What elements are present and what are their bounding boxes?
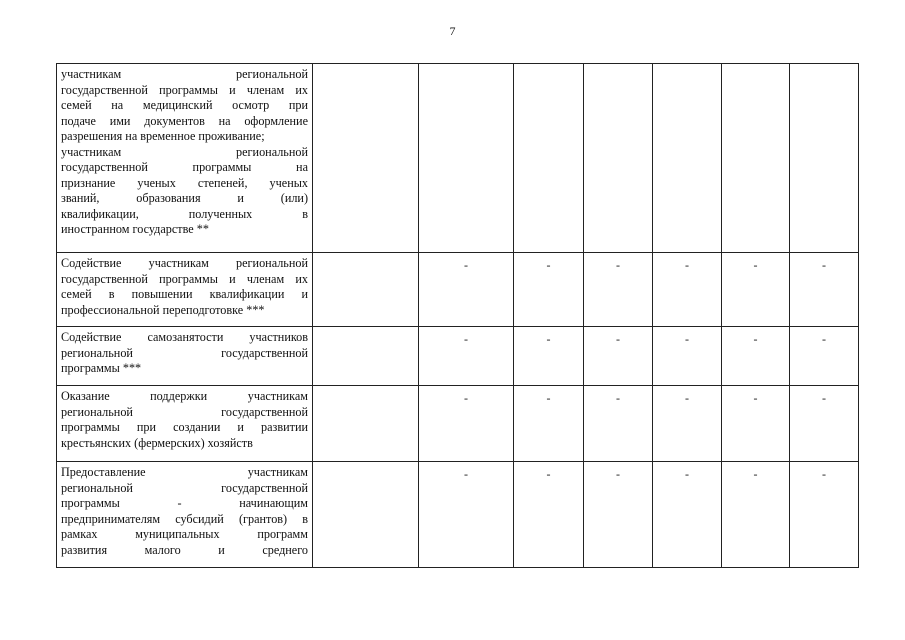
cell-value: - — [616, 467, 620, 481]
measure-description-cell — [57, 253, 313, 327]
measure-description-cell — [57, 386, 313, 462]
value-cell — [790, 327, 859, 386]
value-cell — [722, 462, 790, 568]
value-cell — [584, 386, 653, 462]
table-row — [57, 327, 859, 386]
cell-value: - — [753, 332, 758, 346]
value-cell — [722, 327, 790, 386]
description-line: региональной государственной — [61, 345, 308, 360]
value-cell — [419, 253, 514, 327]
value-cell — [419, 462, 514, 568]
value-cell — [790, 386, 859, 462]
cell-value: - — [616, 258, 620, 272]
description-line: государственной программы и членам их — [61, 271, 308, 286]
description-line: Предоставление участникам — [61, 465, 308, 479]
empty-cell — [313, 327, 419, 386]
description-line: квалификации, полученных в — [61, 206, 308, 221]
value-cell — [514, 462, 584, 568]
empty-cell — [313, 64, 419, 253]
description-line: рамках муниципальных программ — [61, 527, 308, 541]
measure-description-cell — [57, 327, 313, 386]
description-line: званий, образования и (или) — [61, 191, 308, 205]
value-cell — [584, 327, 653, 386]
value-cell — [653, 386, 722, 462]
cell-value: - — [753, 467, 758, 481]
description-line: семей в повышении квалификации и — [61, 287, 308, 301]
value-cell — [514, 253, 584, 327]
value-cell — [722, 253, 790, 327]
description-line: участникам региональной — [61, 144, 308, 159]
description-line: крестьянских (фермерских) хозяйств — [61, 435, 253, 450]
cell-value: - — [822, 332, 826, 346]
program-measures-table — [56, 63, 859, 568]
description-line: региональной государственной — [61, 404, 308, 419]
empty-cell — [313, 253, 419, 327]
value-cell — [584, 64, 653, 253]
description-line: Содействие участникам региональной — [61, 256, 308, 270]
table-row — [57, 64, 859, 253]
table-row — [57, 462, 859, 568]
value-cell — [653, 64, 722, 253]
cell-value: - — [464, 467, 468, 481]
cell-value: - — [546, 258, 551, 272]
cell-value: - — [685, 391, 689, 405]
empty-cell — [313, 386, 419, 462]
cell-value: - — [685, 467, 689, 481]
value-cell — [790, 253, 859, 327]
table-row — [57, 253, 859, 327]
cell-value: - — [822, 258, 826, 272]
description-line: участникам региональной — [61, 67, 308, 81]
value-cell — [514, 327, 584, 386]
value-cell — [722, 64, 790, 253]
cell-value: - — [546, 332, 551, 346]
value-cell — [514, 386, 584, 462]
description-line: государственной программы и членам их — [61, 82, 308, 97]
empty-cell — [313, 462, 419, 568]
value-cell — [514, 64, 584, 253]
description-line: предпринимателям субсидий (грантов) в — [61, 511, 308, 526]
measure-description-cell — [57, 462, 313, 568]
cell-value: - — [753, 391, 758, 405]
description-line: программы при создании и развитии — [61, 420, 308, 434]
value-cell — [790, 462, 859, 568]
description-line: разрешения на временное проживание; — [61, 129, 265, 143]
value-cell — [419, 64, 514, 253]
cell-value: - — [464, 258, 468, 272]
value-cell — [653, 253, 722, 327]
cell-value: - — [822, 391, 826, 405]
description-line: признание ученых степеней, ученых — [61, 175, 308, 190]
cell-value: - — [685, 332, 689, 346]
description-line: семей на медицинский осмотр при — [61, 98, 308, 112]
value-cell — [584, 253, 653, 327]
table-row — [57, 386, 859, 462]
value-cell — [722, 386, 790, 462]
description-line: иностранном государстве ** — [61, 222, 209, 236]
value-cell — [419, 386, 514, 462]
value-cell — [653, 462, 722, 568]
description-line: программы *** — [61, 361, 142, 375]
cell-value: - — [616, 332, 620, 346]
cell-value: - — [753, 258, 758, 272]
cell-value: - — [822, 467, 826, 481]
value-cell — [653, 327, 722, 386]
description-line: Оказание поддержки участникам — [61, 389, 308, 403]
measure-description-cell — [57, 64, 313, 253]
description-line: региональной государственной — [61, 480, 308, 495]
description-line: развития малого и среднего — [61, 542, 308, 557]
value-cell — [790, 64, 859, 253]
cell-value: - — [546, 467, 551, 481]
description-line: подаче ими документов на оформление — [61, 113, 308, 128]
cell-value: - — [546, 391, 551, 405]
value-cell — [584, 462, 653, 568]
table-body — [57, 64, 859, 568]
description-line: программы - начинающим — [61, 496, 308, 510]
cell-value: - — [685, 258, 689, 272]
description-line: государственной программы на — [61, 160, 308, 174]
page-number: 7 — [449, 24, 456, 38]
value-cell — [419, 327, 514, 386]
cell-value: - — [616, 391, 620, 405]
cell-value: - — [464, 391, 468, 405]
description-line: профессиональной переподготовке *** — [61, 302, 265, 317]
cell-value: - — [464, 332, 468, 346]
description-line: Содействие самозанятости участников — [61, 330, 308, 344]
